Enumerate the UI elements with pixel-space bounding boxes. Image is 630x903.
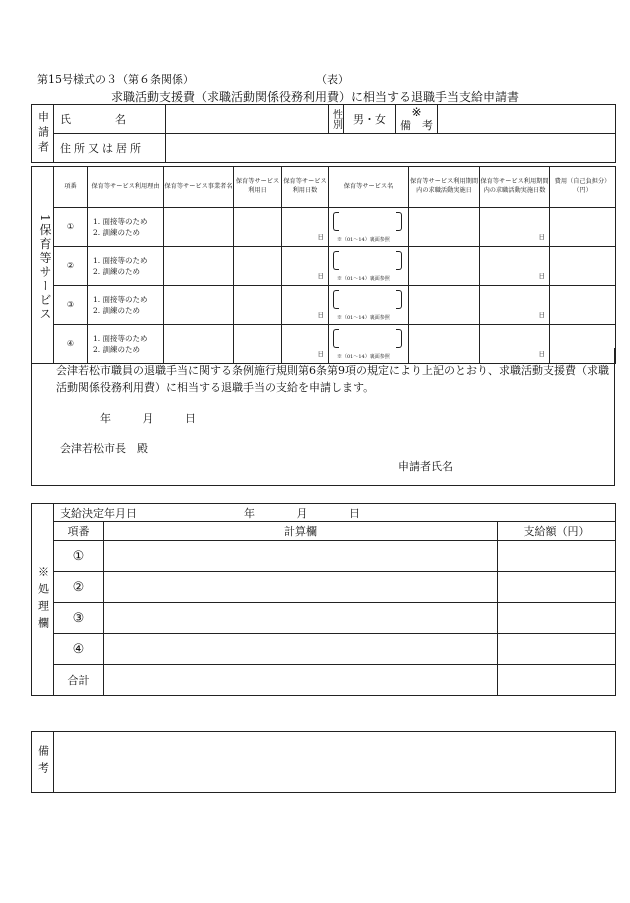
- activity-days-cell[interactable]: 日: [480, 247, 550, 286]
- activity-date-cell[interactable]: [409, 247, 480, 286]
- amount-cell[interactable]: [498, 541, 616, 572]
- cost-cell[interactable]: [550, 247, 616, 286]
- row-number: ③: [54, 286, 88, 325]
- application-date[interactable]: 年 月 日: [100, 412, 196, 425]
- use-days-cell[interactable]: 日: [282, 247, 329, 286]
- address-label: 住所又は居所: [54, 134, 166, 163]
- page-title: 求職活動支援費（求職活動関係役務利用費）に相当する退職手当支給申請書: [110, 90, 519, 104]
- col-cost: 費用（自己負担分）（円）: [550, 167, 616, 208]
- activity-date-cell[interactable]: [409, 286, 480, 325]
- addressee: 会津若松市長 殿: [60, 442, 148, 455]
- cost-cell[interactable]: [550, 286, 616, 325]
- remarks-table: [31, 731, 616, 793]
- reason-option-interview: 1. 面接等のため: [93, 216, 148, 226]
- table-row: [32, 572, 616, 603]
- use-date-cell[interactable]: [234, 208, 282, 247]
- row-number: ④: [54, 325, 88, 364]
- col-service-name: 保育等サービス名: [329, 167, 409, 208]
- calc-cell[interactable]: [104, 634, 498, 665]
- applicant-label: 申請者: [32, 105, 54, 163]
- decision-date-value[interactable]: 年 月 日: [244, 506, 360, 520]
- cost-cell[interactable]: [550, 208, 616, 247]
- use-date-cell[interactable]: [234, 247, 282, 286]
- provider-cell[interactable]: [164, 286, 234, 325]
- reason-option-training: 2. 訓練のため: [93, 345, 141, 354]
- col-use-date: 保育等サービス利用日: [234, 167, 282, 208]
- service-table: [31, 166, 616, 364]
- reason-option-interview: 1. 面接等のため: [93, 255, 148, 265]
- amount-cell[interactable]: [498, 603, 616, 634]
- service-name-cell[interactable]: [329, 286, 409, 325]
- row-number: ③: [54, 603, 104, 634]
- sex-options[interactable]: 男・女: [344, 105, 396, 134]
- col-item: 項番: [54, 522, 104, 541]
- calc-cell[interactable]: [104, 665, 498, 696]
- use-days-cell[interactable]: 日: [282, 286, 329, 325]
- row-number: ①: [54, 541, 104, 572]
- col-calc: 計算欄: [104, 522, 498, 541]
- col-amount: 支給額（円）: [498, 522, 616, 541]
- remarks-field[interactable]: [438, 105, 616, 134]
- service-note: ※（01～14）裏面参照: [337, 354, 390, 360]
- remarks-mark: ※: [411, 105, 422, 120]
- col-item-no: 項番: [54, 167, 88, 208]
- service-note: ※（01～14）裏面参照: [337, 315, 390, 321]
- remarks-label: 備 考: [400, 118, 433, 132]
- name-label: 氏 名: [54, 105, 166, 134]
- activity-days-cell[interactable]: 日: [480, 286, 550, 325]
- table-row: [32, 603, 616, 634]
- row-number: ②: [54, 247, 88, 286]
- activity-days-cell[interactable]: 日: [480, 325, 550, 364]
- table-row: [32, 286, 616, 325]
- use-days-cell[interactable]: 日: [282, 208, 329, 247]
- service-name-cell[interactable]: [329, 208, 409, 247]
- processing-table: [31, 503, 616, 696]
- reason-option-training: 2. 訓練のため: [93, 267, 141, 276]
- service-note: ※（01～14）裏面参照: [337, 276, 390, 282]
- service-note: ※（01～14）裏面参照: [337, 237, 390, 243]
- declaration-box: [31, 348, 615, 486]
- reason-option-training: 2. 訓練のため: [93, 306, 141, 315]
- address-field[interactable]: [166, 134, 616, 163]
- col-activity-days: 保育等サービス利用期間内の求職活動実施日数: [480, 167, 550, 208]
- applicant-name-label: 申請者氏名: [398, 460, 453, 473]
- provider-cell[interactable]: [164, 247, 234, 286]
- table-row: [32, 634, 616, 665]
- form-side: （表）: [316, 73, 349, 86]
- col-activity-date: 保育等サービス利用期間内の求職活動実施日: [409, 167, 480, 208]
- activity-date-cell[interactable]: [409, 208, 480, 247]
- calc-cell[interactable]: [104, 541, 498, 572]
- use-days-cell[interactable]: 日: [282, 325, 329, 364]
- name-field[interactable]: [166, 105, 329, 134]
- col-use-days: 保育等サービス利用日数: [282, 167, 329, 208]
- table-row: [32, 665, 616, 696]
- sex-label: 性別: [329, 105, 344, 134]
- remarks-section-label: 備考: [32, 732, 54, 793]
- row-number: ①: [54, 208, 88, 247]
- reason-option-interview: 1. 面接等のため: [93, 294, 148, 304]
- col-reason: 保育等サービス利用理由: [88, 167, 164, 208]
- table-row: [32, 208, 616, 247]
- remarks-input[interactable]: [54, 732, 616, 793]
- row-total-label: 合計: [54, 665, 104, 696]
- declaration-text: 会津若松市職員の退職手当に関する条例施行規則第6条第9項の規定により上記のとおり、求職活動支援費（求職活動関係役務利用費）に相当する退職手当の支給を申請します。: [56, 364, 609, 395]
- amount-cell[interactable]: [498, 634, 616, 665]
- amount-cell[interactable]: [498, 572, 616, 603]
- amount-cell[interactable]: [498, 665, 616, 696]
- reason-option-interview: 1. 面接等のため: [93, 333, 148, 343]
- calc-cell[interactable]: [104, 572, 498, 603]
- decision-date-label: 支給決定年月日: [60, 506, 137, 520]
- reason-cell[interactable]: [88, 247, 164, 286]
- reason-cell[interactable]: [88, 286, 164, 325]
- use-date-cell[interactable]: [234, 286, 282, 325]
- col-provider: 保育等サービス事業者名: [164, 167, 234, 208]
- table-row: [32, 541, 616, 572]
- reason-option-training: 2. 訓練のため: [93, 228, 141, 237]
- calc-cell[interactable]: [104, 603, 498, 634]
- table-row: [32, 247, 616, 286]
- activity-days-cell[interactable]: 日: [480, 208, 550, 247]
- processing-section-label: ※処理欄: [32, 504, 54, 696]
- service-section-label: 1保育等サービス: [32, 167, 54, 364]
- reason-cell[interactable]: [88, 208, 164, 247]
- row-number: ④: [54, 634, 104, 665]
- row-number: ②: [54, 572, 104, 603]
- form-number: 第15号様式の３（第６条関係）: [37, 73, 194, 86]
- provider-cell[interactable]: [164, 208, 234, 247]
- applicant-table: [31, 104, 616, 163]
- service-name-cell[interactable]: [329, 247, 409, 286]
